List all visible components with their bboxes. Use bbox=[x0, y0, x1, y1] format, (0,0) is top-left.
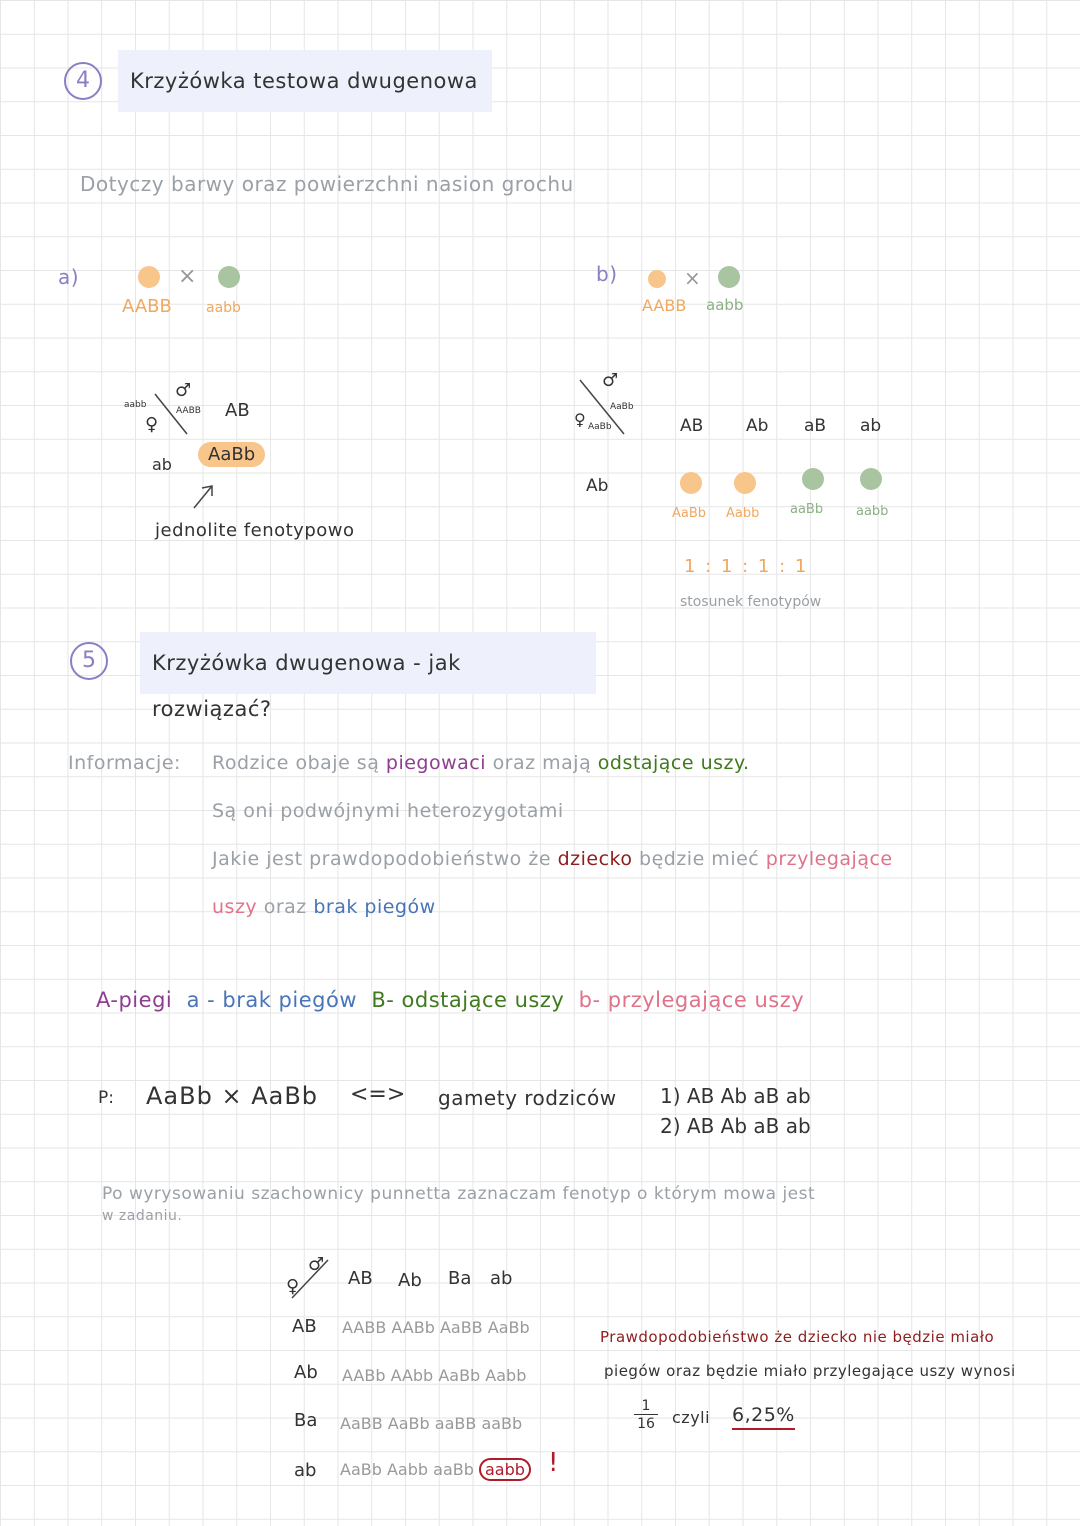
info-text: oraz bbox=[263, 896, 307, 918]
info-line-4 bbox=[212, 896, 436, 918]
gamete-column-3: aB bbox=[804, 416, 827, 436]
probability-line-2: piegów oraz będzie miało przylegające uszy wynosi bbox=[604, 1362, 1016, 1380]
info-line-2: Są oni podwójnymi heterozygotami bbox=[212, 800, 564, 822]
gamete-row: ab bbox=[152, 455, 172, 474]
cross-sign: × bbox=[178, 264, 197, 289]
phenotype-ratio: 1 : 1 : 1 : 1 bbox=[684, 556, 809, 577]
info-no-freckles: brak piegów bbox=[313, 896, 436, 918]
male-symbol-icon-b: ♂ bbox=[602, 370, 619, 391]
info-text: oraz mają bbox=[492, 752, 592, 774]
green-seed-icon bbox=[218, 266, 240, 288]
offspring-genotype: AaBb bbox=[198, 442, 265, 467]
info-freckled: piegowaci bbox=[385, 752, 487, 774]
parent-genotype-2: aabb bbox=[206, 300, 241, 316]
exclamation-mark: ! bbox=[548, 1448, 559, 1478]
info-text: Rodzice obaje są bbox=[212, 752, 380, 774]
section-4-number: 4 bbox=[64, 62, 102, 100]
grid-col-3: Ba bbox=[448, 1268, 472, 1289]
gametes-2: 2) AB Ab aB ab bbox=[660, 1114, 811, 1138]
gamete-column-2: Ab bbox=[746, 416, 769, 436]
grid-cell-circled: aabb bbox=[479, 1458, 531, 1481]
male-symbol-icon-grid: ♂ bbox=[308, 1254, 325, 1275]
info-label: Informacje: bbox=[68, 752, 181, 774]
grid-cell: aaBB bbox=[434, 1414, 477, 1433]
corner-male-genotype-b: AaBb bbox=[610, 402, 634, 412]
info-protruding: odstające bbox=[597, 752, 695, 774]
key-b: b- przylegające uszy bbox=[578, 988, 805, 1012]
probability-czyli: czyli bbox=[672, 1408, 711, 1427]
offspring-genotype-3: aaBb bbox=[790, 502, 824, 517]
phenotype-ratio-label: stosunek fenotypów bbox=[680, 594, 822, 610]
parent-genotype-b1: AABB bbox=[642, 296, 687, 315]
p-label: P: bbox=[98, 1088, 114, 1108]
info-child: dziecko bbox=[557, 848, 633, 870]
female-symbol-icon-grid: ♀ bbox=[286, 1276, 300, 1297]
info-text: będzie mieć bbox=[639, 848, 760, 870]
female-symbol-icon: ♀ bbox=[145, 414, 159, 435]
grid-cell: Aabb bbox=[485, 1366, 527, 1385]
after-text-line-2: w zadaniu. bbox=[102, 1208, 183, 1224]
p-arrow: <=> bbox=[350, 1082, 406, 1107]
grid-row-2 bbox=[342, 1366, 526, 1385]
offspring-green-icon-1 bbox=[802, 468, 824, 490]
info-attached: przylegające bbox=[765, 848, 893, 870]
probability-percent: 6,25% bbox=[732, 1404, 795, 1430]
grid-col-1: AB bbox=[348, 1268, 373, 1289]
grid-cell: AaBb bbox=[487, 1318, 530, 1337]
grid-row-1 bbox=[342, 1318, 530, 1337]
grid-row-head-2: Ab bbox=[294, 1362, 318, 1383]
p-gametes: gamety rodziców bbox=[438, 1086, 617, 1110]
grid-cell: AABB bbox=[342, 1318, 387, 1337]
part-b-label: b) bbox=[596, 262, 618, 286]
grid-cell: AAbb bbox=[390, 1366, 434, 1385]
section-5-number: 5 bbox=[70, 642, 108, 680]
gamete-row-b: Ab bbox=[586, 476, 609, 496]
p-cross: AaBb × AaBb bbox=[146, 1082, 319, 1110]
orange-seed-icon bbox=[138, 266, 160, 288]
offspring-orange-icon-1 bbox=[680, 472, 702, 494]
key-A: A-piegi bbox=[96, 988, 173, 1012]
grid-cell: AaBb bbox=[438, 1366, 481, 1385]
section-4-title: Krzyżówka testowa dwugenowa bbox=[118, 50, 492, 112]
grid-cell: aaBb bbox=[433, 1460, 474, 1479]
grid-row-head-1: AB bbox=[292, 1316, 317, 1337]
key-B: B- odstające uszy bbox=[371, 988, 565, 1012]
grid-row-head-4: ab bbox=[294, 1460, 317, 1481]
section-5-title: Krzyżówka dwugenowa - jak rozwiązać? bbox=[140, 632, 596, 694]
grid-cell: aaBb bbox=[481, 1414, 523, 1433]
grid-row-3 bbox=[340, 1414, 522, 1433]
parent-genotype-b2: aabb bbox=[706, 296, 744, 314]
part-a-label: a) bbox=[58, 265, 80, 289]
info-ears: uszy bbox=[212, 896, 258, 918]
offspring-genotype-1: AaBb bbox=[672, 506, 707, 521]
parent-genotype-1: AABB bbox=[122, 296, 172, 317]
probability-line-1: Prawdopodobieństwo że dziecko nie będzie miało bbox=[600, 1328, 995, 1346]
grid-col-2: Ab bbox=[398, 1270, 422, 1291]
corner-female-genotype-b: AaBb bbox=[588, 422, 612, 432]
info-ears: uszy. bbox=[700, 752, 750, 774]
male-symbol-icon: ♂ bbox=[175, 380, 192, 401]
gamete-column: AB bbox=[225, 400, 250, 421]
green-seed-icon-b bbox=[718, 266, 740, 288]
orange-seed-icon-b bbox=[648, 270, 666, 288]
info-text: Jakie jest prawdopodobieństwo że bbox=[212, 848, 552, 870]
female-symbol-icon-b: ♀ bbox=[574, 410, 586, 429]
offspring-genotype-4: aabb bbox=[856, 504, 889, 519]
phenotype-note: jednolite fenotypowo bbox=[155, 520, 355, 541]
grid-cell: AaBb bbox=[340, 1460, 382, 1479]
grid-cell: AaBb bbox=[387, 1414, 430, 1433]
fraction-denominator: 16 bbox=[637, 1416, 655, 1432]
corner-female-genotype: aabb bbox=[124, 400, 147, 410]
gametes-1: 1) AB Ab aB ab bbox=[660, 1084, 811, 1108]
grid-row-head-3: Ba bbox=[294, 1410, 318, 1431]
offspring-genotype-2: Aabb bbox=[726, 506, 760, 521]
corner-male-genotype: AABB bbox=[176, 406, 201, 416]
fraction-numerator: 1 bbox=[634, 1398, 658, 1415]
grid-cell: AABb bbox=[391, 1318, 435, 1337]
offspring-green-icon-2 bbox=[860, 468, 882, 490]
allele-key bbox=[96, 988, 804, 1012]
grid-row-4 bbox=[340, 1460, 531, 1479]
grid-cell: Aabb bbox=[386, 1460, 429, 1479]
gamete-column-1: AB bbox=[680, 416, 704, 436]
grid-cell: AaBB bbox=[340, 1414, 383, 1433]
offspring-orange-icon-2 bbox=[734, 472, 756, 494]
grid-cell: AaBB bbox=[439, 1318, 483, 1337]
arrow-icon bbox=[190, 482, 220, 512]
after-text-line-1: Po wyrysowaniu szachownicy punnetta zaznaczam fenotyp o którym mowa jest bbox=[102, 1184, 816, 1204]
cross-sign-b: × bbox=[684, 266, 701, 290]
gamete-column-4: ab bbox=[860, 416, 882, 436]
info-line-3 bbox=[212, 848, 893, 870]
probability-fraction bbox=[634, 1398, 658, 1433]
grid-cell: AABb bbox=[342, 1366, 386, 1385]
key-a: a - brak piegów bbox=[186, 988, 357, 1012]
grid-col-4: ab bbox=[490, 1268, 513, 1289]
section-4-subtitle: Dotyczy barwy oraz powierzchni nasion grochu bbox=[80, 172, 574, 196]
info-line-1 bbox=[212, 752, 750, 774]
